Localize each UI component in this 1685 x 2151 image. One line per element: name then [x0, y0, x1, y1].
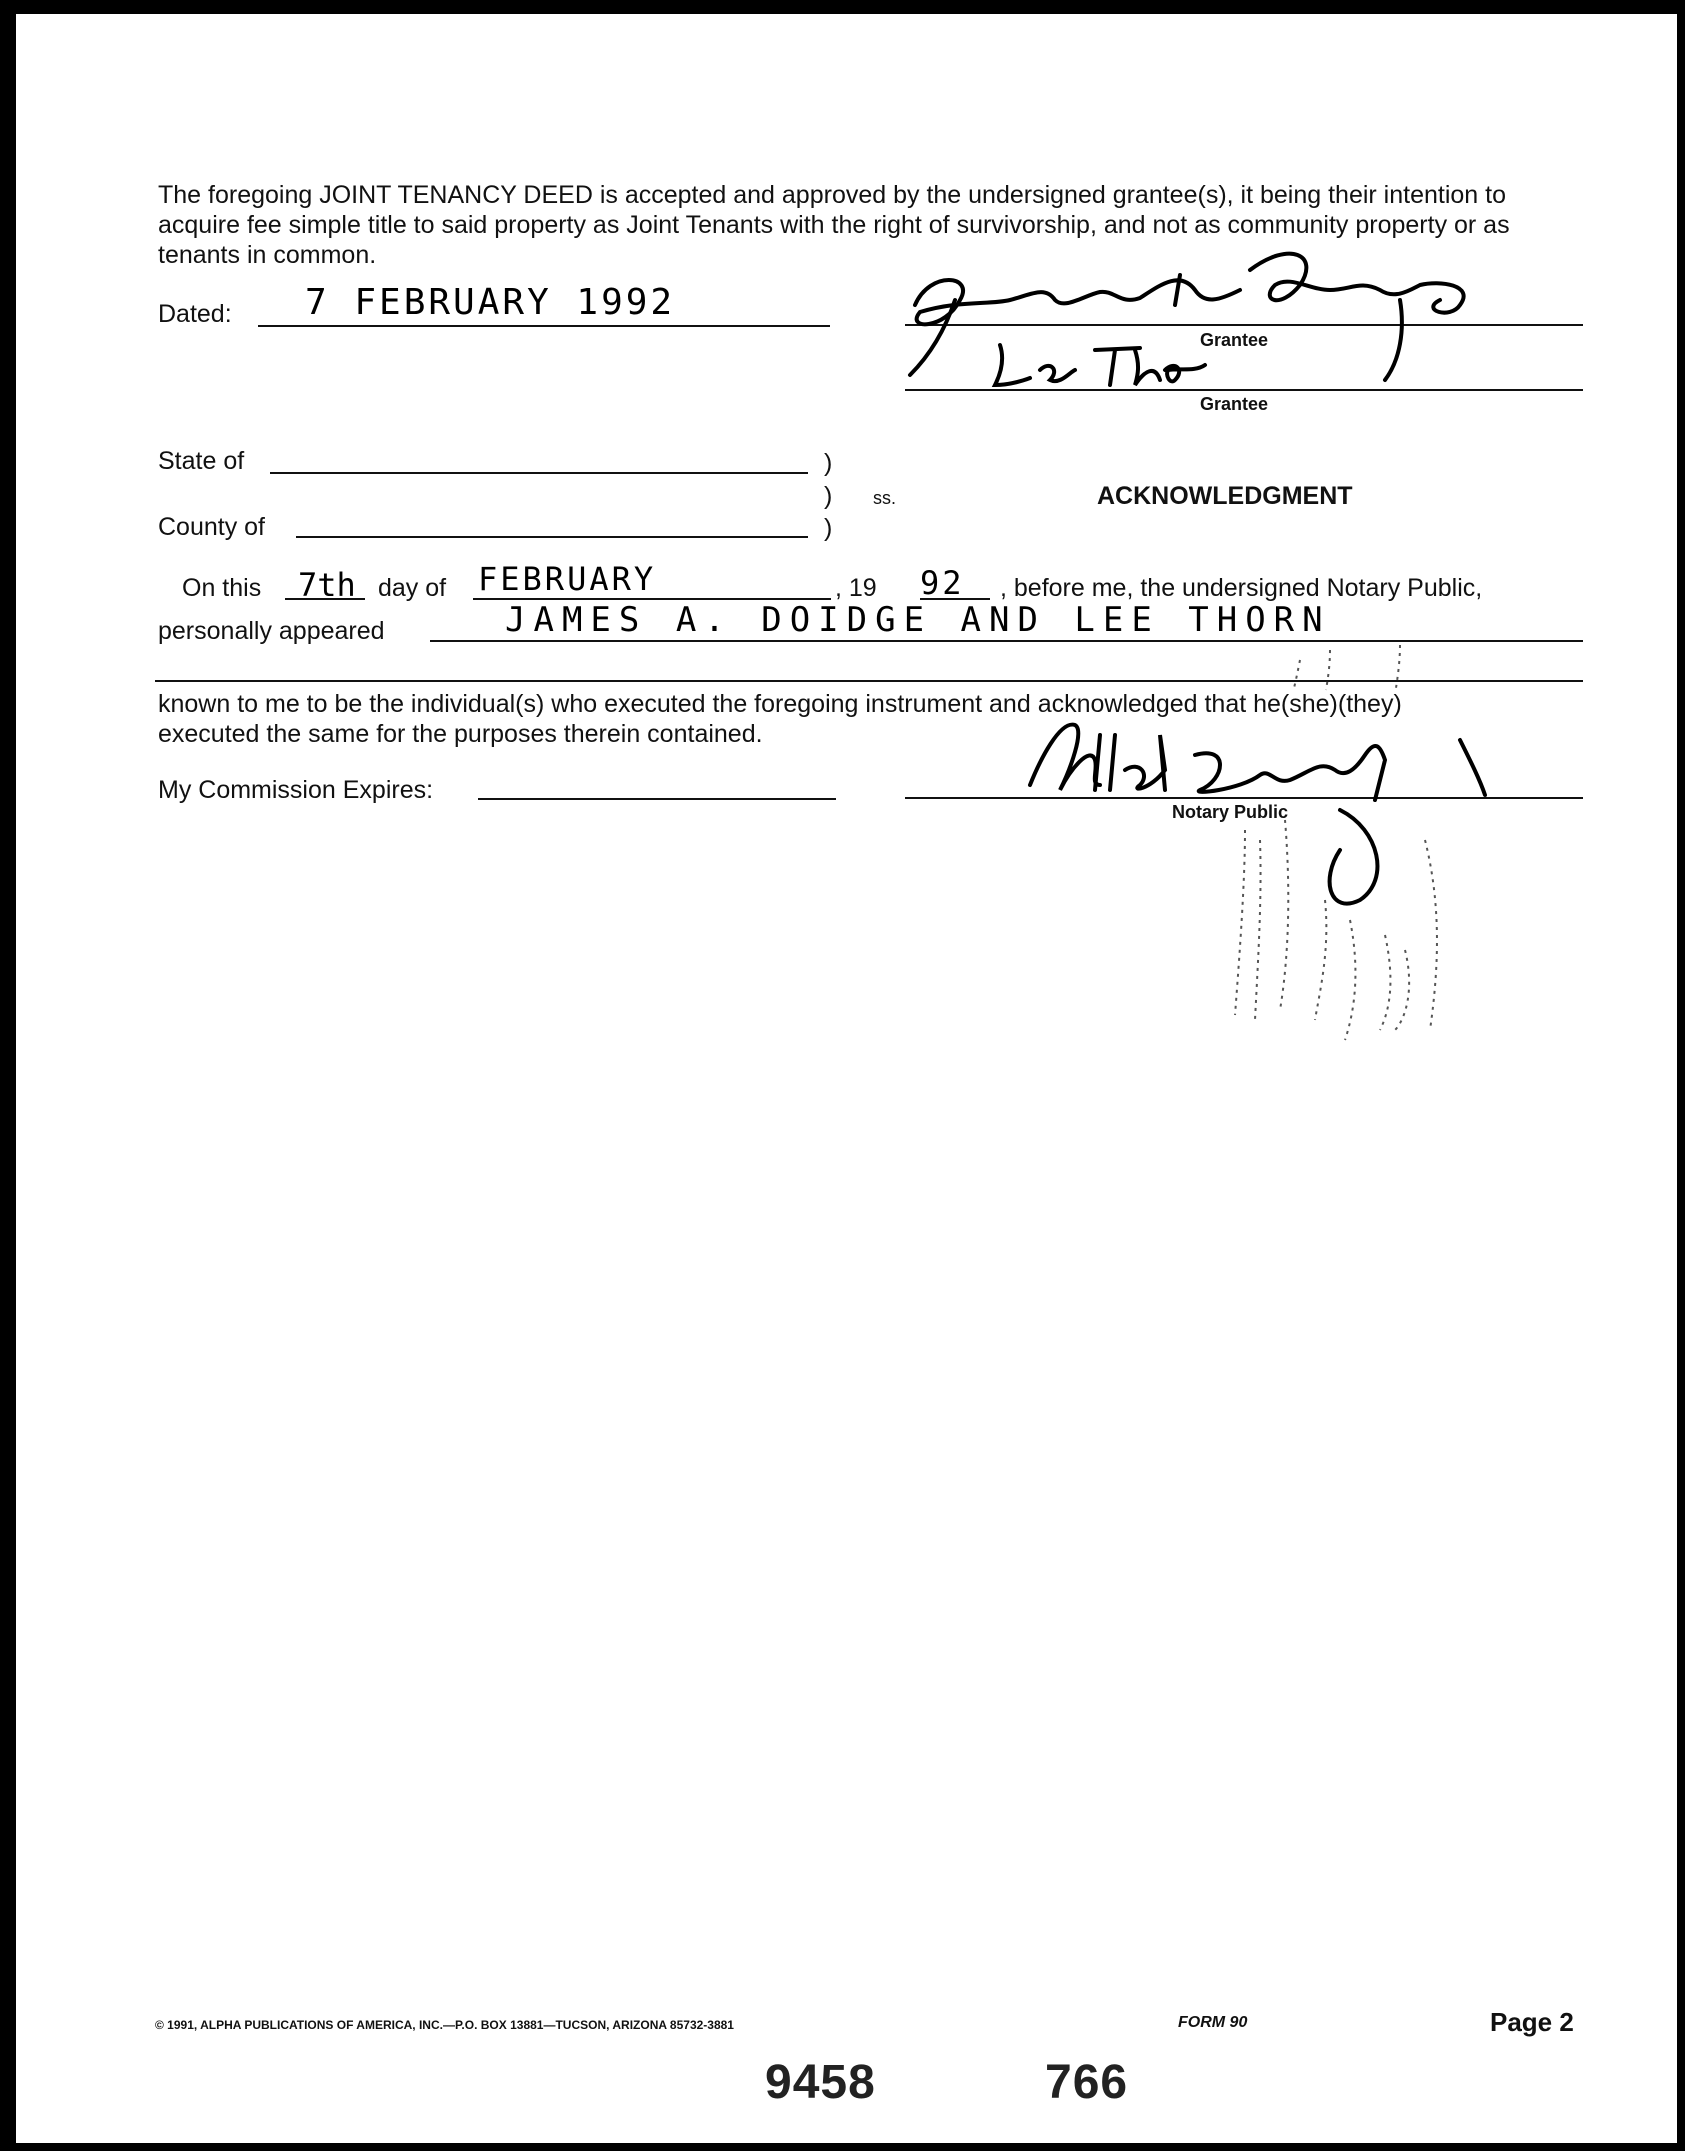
executed-text: executed the same for the purposes therein contained.: [158, 720, 763, 748]
month-value: FEBRUARY: [478, 560, 657, 598]
seal-impression: [1235, 645, 1437, 1040]
state-label: State of: [158, 447, 245, 475]
dated-label: Dated:: [158, 300, 232, 328]
county-label: County of: [158, 513, 266, 541]
acknowledgment-heading: ACKNOWLEDGMENT: [1097, 482, 1353, 510]
recording-stamp-right: 766: [1045, 2056, 1129, 2109]
form-number: FORM 90: [1178, 2014, 1248, 2031]
year-prefix: , 19: [835, 574, 877, 602]
day-of-label: day of: [378, 574, 447, 602]
before-me-text: , before me, the undersigned Notary Public,: [1000, 574, 1483, 602]
dated-value: 7 FEBRUARY 1992: [305, 282, 676, 323]
grantee-label-2: Grantee: [1200, 394, 1269, 414]
copyright-text: © 1991, ALPHA PUBLICATIONS OF AMERICA, INC.—P.O. BOX 13881—TUCSON, ARIZONA 85732-3881: [155, 2018, 734, 2032]
known-text: known to me to be the individual(s) who executed the foregoing instrument and acknowledged that he(she)(they): [158, 690, 1402, 718]
notary-signature: [1030, 725, 1485, 904]
on-this-label: On this: [182, 574, 262, 602]
intro-paragraph: The foregoing JOINT TENANCY DEED is accepted and approved by the undersigned grantee(s), it being their intention to acquire fee simple title to said property as Joint Tenants with the right of survivorship, and not as community property or as tenants in common.: [158, 181, 1510, 269]
bracket-1: ): [824, 449, 833, 477]
bracket-3: ): [824, 514, 833, 542]
ss-label: ss.: [873, 488, 897, 508]
year-value: 92: [920, 564, 965, 602]
commission-label: My Commission Expires:: [158, 776, 434, 804]
appeared-value: JAMES A. DOIDGE AND LEE THORN: [505, 600, 1331, 640]
bracket-2: ): [824, 482, 833, 510]
personally-appeared-label: personally appeared: [158, 617, 385, 645]
day-value: 7th: [298, 566, 356, 604]
grantee-label-1: Grantee: [1200, 330, 1269, 350]
page-number: Page 2: [1490, 2007, 1574, 2037]
notary-label: Notary Public: [1172, 802, 1289, 822]
recording-stamp-left: 9458: [765, 2056, 876, 2109]
